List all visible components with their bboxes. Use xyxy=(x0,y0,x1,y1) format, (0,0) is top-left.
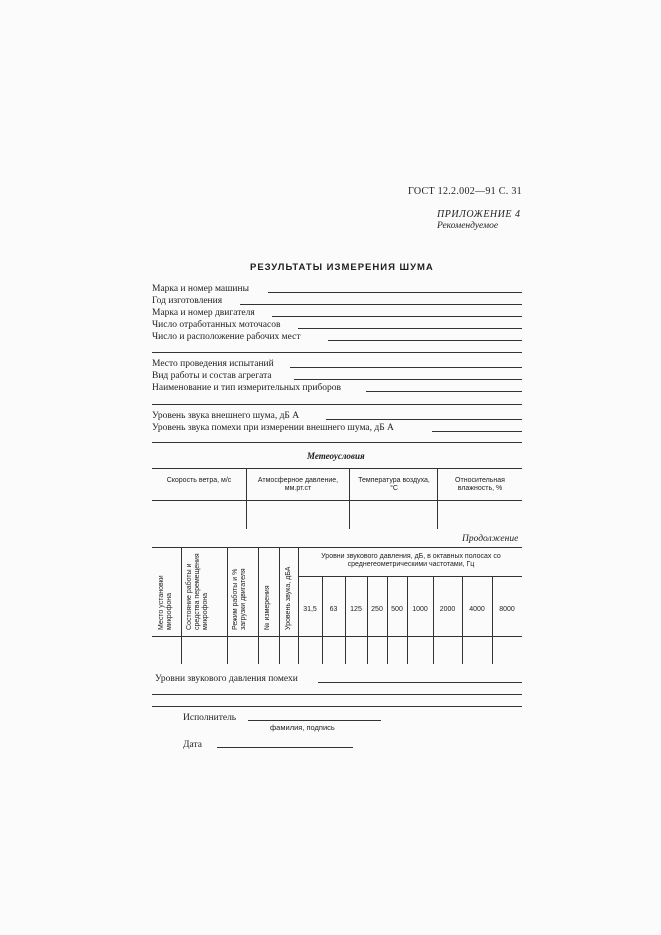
meteo-col-humidity: Относительная влажность, % xyxy=(455,477,505,492)
field-engine-label: Марка и номер двигателя xyxy=(152,308,255,318)
main-col-divider-2 xyxy=(227,547,228,664)
gost-reference: ГОСТ 12.2.002—91 С. 31 xyxy=(408,186,522,197)
field-engine-line[interactable] xyxy=(272,316,522,317)
main-col-divider-4 xyxy=(279,547,280,664)
field-instruments-line-2[interactable] xyxy=(152,404,522,405)
executor-hint: фамилия, подпись xyxy=(270,723,335,732)
field-worktype-line[interactable] xyxy=(294,379,522,380)
freq-divider-1 xyxy=(322,576,323,664)
page-title: РЕЗУЛЬТАТЫ ИЗМЕРЕНИЯ ШУМА xyxy=(250,262,434,273)
col-operating-state: Состояние работы и средства перемещения микрофона xyxy=(186,553,209,630)
continuation-label: Продолжение xyxy=(462,534,519,544)
main-col-divider-3 xyxy=(258,547,259,664)
field-external-noise-label: Уровень звука внешнего шума, дБ А xyxy=(152,411,300,421)
freq-250: 250 xyxy=(371,606,383,613)
field-instruments-label: Наименование и тип измерительных приборов xyxy=(152,383,341,393)
field-machine-label: Марка и номер машины xyxy=(152,284,249,294)
date-label: Дата xyxy=(183,740,202,750)
meteo-top-border xyxy=(152,468,522,469)
field-workplaces-line-2[interactable] xyxy=(152,352,522,353)
meteo-col-wind: Скорость ветра, м/с xyxy=(166,477,232,484)
freq-divider-5 xyxy=(407,576,408,664)
meteo-header-border xyxy=(152,500,522,501)
freq-1000: 1000 xyxy=(412,606,428,613)
col-microphone-location: Место установки микрофона xyxy=(158,575,173,630)
field-place-label: Место проведения испытаний xyxy=(152,359,274,369)
col-sound-level: Уровень звука, дБА xyxy=(285,566,292,630)
meteo-col-temperature: Температура воздуха, °С xyxy=(358,477,430,492)
field-workplaces-label: Число и расположение рабочих мест xyxy=(152,332,301,342)
field-interference-label: Уровень звука помехи при измерении внешнего шума, дБ А xyxy=(152,423,394,433)
col-measurement-number: № измерения xyxy=(264,585,271,630)
date-line[interactable] xyxy=(217,747,353,748)
col-engine-mode: Режим работы и % загрузки двигателя xyxy=(232,568,247,630)
field-worktype-label: Вид работы и состав агрегата xyxy=(152,371,272,381)
freq-divider-3 xyxy=(367,576,368,664)
executor-signature-line[interactable] xyxy=(248,720,381,721)
meteo-title: Метеоусловия xyxy=(307,451,365,461)
meteo-col-pressure: Атмосферное давление, мм.рт.ст xyxy=(257,477,339,492)
freq-2000: 2000 xyxy=(439,606,456,613)
executor-label: Исполнитель xyxy=(183,713,237,723)
noise-interference-line[interactable] xyxy=(318,682,522,683)
main-col-divider-1 xyxy=(181,547,182,664)
noise-interference-line-2[interactable] xyxy=(152,694,522,695)
field-place-line[interactable] xyxy=(290,367,522,368)
freq-8000: 8000 xyxy=(499,606,515,613)
appendix-label: ПРИЛОЖЕНИЕ 4 xyxy=(437,209,521,220)
field-hours-label: Число отработанных моточасов xyxy=(152,320,281,330)
recommended-label: Рекомендуемое xyxy=(437,221,499,231)
freq-divider-4 xyxy=(387,576,388,664)
meteo-divider-2 xyxy=(349,468,350,529)
main-table-header-border xyxy=(152,636,522,637)
field-workplaces-line[interactable] xyxy=(328,340,522,341)
group-header-octave: Уровни звукового давления, дБ, в октавных полосах со среднегеометрическими частотами, Гц xyxy=(321,553,501,568)
field-hours-line[interactable] xyxy=(298,328,522,329)
freq-divider-8 xyxy=(492,576,493,664)
meteo-divider-1 xyxy=(246,468,247,529)
freq-divider-6 xyxy=(433,576,434,664)
field-interference-line-2[interactable] xyxy=(152,442,522,443)
field-external-noise-line[interactable] xyxy=(326,419,522,420)
field-year-label: Год изготовления xyxy=(152,296,223,306)
field-instruments-line[interactable] xyxy=(366,391,522,392)
field-interference-line[interactable] xyxy=(432,431,522,432)
freq-divider-7 xyxy=(462,576,463,664)
noise-interference-label: Уровни звукового давления помехи xyxy=(155,674,298,684)
noise-interference-line-3[interactable] xyxy=(152,706,522,707)
freq-500: 500 xyxy=(391,606,403,613)
field-machine-line[interactable] xyxy=(268,292,522,293)
main-table-group-border xyxy=(298,576,522,577)
freq-4000: 4000 xyxy=(469,606,485,613)
meteo-divider-3 xyxy=(437,468,438,529)
field-year-line[interactable] xyxy=(240,304,522,305)
freq-31: 31,5 xyxy=(303,606,317,613)
freq-125: 125 xyxy=(350,606,362,613)
freq-divider-2 xyxy=(345,576,346,664)
freq-63: 63 xyxy=(329,606,338,613)
main-table-top-border xyxy=(152,547,522,548)
